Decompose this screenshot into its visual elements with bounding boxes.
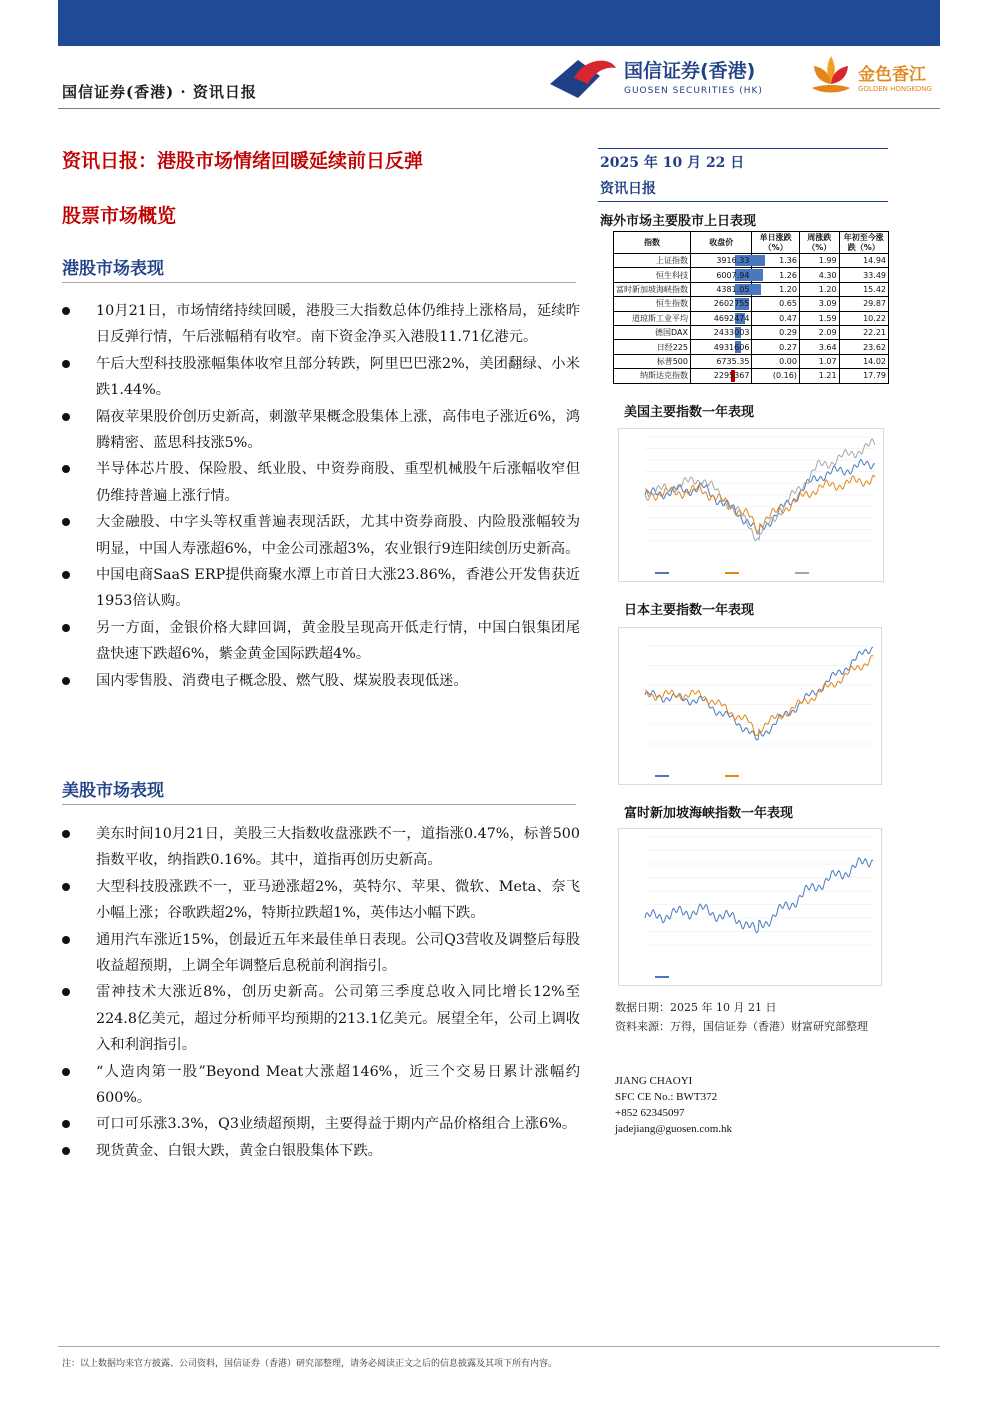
cell-ytd: 22.21 [839,325,888,339]
guosen-logo-cn: 国信证券(香港) [624,60,756,82]
analyst-contact [615,1073,732,1137]
bullet-dot-icon [62,624,70,632]
market-table-body [614,254,889,384]
cell-day: 0.29 [752,325,799,339]
cell-week: 3.64 [799,340,839,354]
hk-bullet-item [62,509,580,562]
chart-us-title: 美国主要指数一年表现 [624,405,755,420]
bullet-text: 隔夜苹果股价创历史新高，刺激苹果概念股集体上涨，高伟电子涨近6%，鸿腾精密、蓝思科技涨5%。 [96,408,580,452]
guosen-logo-en: GUOSEN SECURITIES (HK) [624,86,763,96]
hk-bullet-list [62,298,580,694]
cell-close [691,311,752,325]
col-header-week: 周涨跌（%） [799,232,839,254]
cell-ytd: 14.94 [839,254,888,268]
cell-ytd: 15.42 [839,282,888,296]
us-bullet-item [62,979,580,1058]
col-header-ytd: 年初至今涨跌（%） [839,232,888,254]
series-line-1 [645,656,873,736]
col-header-name: 指数 [614,232,691,254]
bullet-text: 现货黄金、白银大跌，黄金白银股集体下跌。 [96,1142,382,1159]
bullet-text: 半导体芯片股、保险股、纸业股、中资券商股、重型机械股午后涨幅收窄但仍维持普遍上涨行情。 [96,461,580,504]
bullet-dot-icon [62,883,70,891]
us-market-heading: 美股市场表现 [62,781,164,801]
us-bullet-item [62,927,580,980]
cell-ytd: 10.22 [839,311,888,325]
us-heading-underline [62,804,576,805]
cell-ytd: 14.02 [839,354,888,368]
bullet-text: 大金融股、中字头等权重普遍表现活跃，尤其中资券商股、内险股涨幅较为明显，中国人寿涨超6%，中金公司涨超3%，农业银行9连阳续创历史新高。 [96,514,580,557]
bullet-text: “人造肉第一股”Beyond Meat大涨超146%，近三个交易日累计涨幅约600%。 [96,1063,580,1107]
cell-ytd: 23.62 [839,340,888,354]
bullet-dot-icon [62,988,70,996]
cell-close [691,297,752,311]
bullet-text: 大型科技股涨跌不一，亚马逊涨超2%，英特尔、苹果、微软、Meta、奈飞小幅上涨；谷歌跌超2%，特斯拉跌超1%，英伟达小幅下跌。 [96,878,580,922]
cell-week: 1.21 [799,369,839,383]
golden-hongkong-cn: 金色香江 [858,65,926,85]
bullet-dot-icon [62,1147,70,1155]
hk-bullet-item [62,298,580,351]
hk-market-heading: 港股市场表现 [62,259,164,279]
cell-day: 1.36 [752,254,799,268]
report-date: 2025 年 10 月 22 日 [600,155,745,171]
hk-heading-underline [62,282,576,283]
line-chart-svg [619,429,883,581]
hk-bullet-item [62,404,580,457]
chart-us [618,428,884,582]
us-bullet-item [62,1059,580,1112]
hk-bullet-item [62,456,580,509]
hk-bullet-item [62,615,580,668]
bullet-text: 雷神技术大涨近8%，创历史新高。公司第三季度总收入同比增长12%至224.8亿美元，超过分析师平均预期的213.1亿美元。展望全年，公司上调收入和利润指引。 [96,984,580,1054]
close-value: 4931606 [713,342,750,352]
bullet-dot-icon [62,307,70,315]
close-value: 2295367 [713,371,750,381]
chart-jp-title: 日本主要指数一年表现 [624,603,755,618]
bullet-dot-icon [62,830,70,838]
cell-close [691,282,752,296]
market-table [613,231,889,384]
cell-index-name: 纳斯达克指数 [614,369,691,383]
close-value: 2433003 [713,328,750,338]
close-value: 6007.94 [716,270,750,280]
us-bullet-item [62,874,580,927]
cell-day: 1.26 [752,268,799,282]
cell-index-name: 道琼斯工业平均 [614,311,691,325]
bullet-dot-icon [62,936,70,944]
bullet-dot-icon [62,413,70,421]
footer-divider [58,1346,940,1347]
table-row [614,369,889,383]
cell-day: (0.16) [752,369,799,383]
report-type: 资讯日报 [600,181,656,197]
guosen-logo [548,54,788,100]
cell-close [691,254,752,268]
cell-week: 2.09 [799,325,839,339]
close-value: 4381.05 [716,284,750,294]
col-header-day: 单日涨跌（%） [752,232,799,254]
cell-index-name: 恒生科技 [614,268,691,282]
table-row [614,282,889,296]
bullet-text: 通用汽车涨近15%，创最近五年来最佳单日表现。公司Q3营收及调整后每股收益超预期，上调全年调整后息税前利润指引。 [96,931,580,975]
bullet-dot-icon [62,571,70,579]
bullet-text: 10月21日，市场情绪持续回暖，港股三大指数总体仍维持上涨格局，延续昨日反弹行情，午后涨幅稍有收窄。南下资金净买入港股11.71亿港元。 [96,303,580,346]
us-bullet-item [62,1138,580,1164]
bullet-text: 可口可乐涨3.3%，Q3业绩超预期，主要得益于期内产品价格组合上涨6%。 [96,1116,577,1133]
bullet-text: 另一方面，金银价格大肆回调，黄金股呈现高开低走行情，中国白银集团尾盘快速下跌超6%，紫金黄金国际跌超4%。 [96,619,580,663]
hk-bullet-item [62,351,580,404]
cell-index-name: 恒生指数 [614,297,691,311]
cell-ytd: 33.49 [839,268,888,282]
us-bullet-item [62,1111,580,1137]
close-value: 2602755 [713,299,750,309]
close-value: 6735.35 [716,356,750,366]
bullet-dot-icon [62,1120,70,1128]
analyst-email[interactable]: jadejiang@guosen.com.hk [615,1123,733,1135]
golden-hongkong-logo [806,52,942,102]
close-value: 4692474 [713,313,750,323]
cell-week: 1.59 [799,311,839,325]
golden-hongkong-mark-icon [806,52,856,102]
cell-index-name: 富时新加坡海峡指数 [614,282,691,296]
analyst-name: JIANG CHAOYI [615,1075,693,1087]
table-row [614,268,889,282]
bullet-dot-icon [62,518,70,526]
bullet-dot-icon [62,465,70,473]
series-line-0 [645,647,873,740]
col-header-close: 收盘价 [691,232,752,254]
bullet-text: 国内零售股、消费电子概念股、燃气股、煤炭股表现低迷。 [96,672,468,689]
table-row [614,354,889,368]
chart-sg-title: 富时新加坡海峡指数一年表现 [624,806,794,821]
table-row [614,325,889,339]
footer-note: 注：以上数据均来官方披露、公司资料，国信证券（香港）研究部整理，请务必阅读正文之后的信息披露及其项下所有内容。 [62,1359,558,1369]
table-row [614,311,889,325]
cell-index-name: 上证指数 [614,254,691,268]
sidebar-top-line [598,148,888,149]
series-line-1 [645,475,875,531]
bullet-dot-icon [62,1068,70,1076]
chart-sg [618,828,882,986]
cell-index-name: 标普500 [614,354,691,368]
series-line-0 [645,858,873,933]
cell-ytd: 17.79 [839,369,888,383]
bullet-text: 美东时间10月21日，美股三大指数收盘涨跌不一，道指涨0.47%，标普500指数平收，纳指跌0.16%。其中，道指再创历史新高。 [96,826,580,869]
cell-week: 1.20 [799,282,839,296]
table-row [614,254,889,268]
bullet-text: 午后大型科技股涨幅集体收窄且部分转跌，阿里巴巴涨2%，美团翻绿、小米跌1.44%。 [96,355,580,399]
golden-hongkong-en: GOLDEN HONGKONG [858,85,932,93]
cell-ytd: 29.87 [839,297,888,311]
cell-week: 3.09 [799,297,839,311]
analyst-phone: +852 62345097 [615,1107,685,1119]
market-table-header [614,232,889,254]
data-date: 数据日期：2025 年 10 月 21 日 [615,1001,777,1014]
breadcrumb: 国信证券(香港) · 资讯日报 [62,83,257,101]
cell-day: 0.65 [752,297,799,311]
cell-close [691,369,752,383]
cell-day: 1.20 [752,282,799,296]
cell-day: 0.00 [752,354,799,368]
cell-index-name: 日经225 [614,340,691,354]
cell-close [691,325,752,339]
bullet-text: 中国电商SaaS ERP提供商聚水潭上市首日大涨23.86%，香港公开发售获近1953倍认购。 [96,567,580,610]
page-title: 资讯日报：港股市场情绪回暖延续前日反弹 [62,150,424,172]
cell-index-name: 德国DAX [614,325,691,339]
cell-close [691,340,752,354]
table-row [614,297,889,311]
us-bullet-item [62,821,580,874]
header-divider [58,108,940,109]
hk-bullet-item [62,562,580,615]
market-table-title: 海外市场主要股市上日表现 [600,214,757,229]
cell-week: 1.99 [799,254,839,268]
cell-day: 0.27 [752,340,799,354]
guosen-logo-mark-icon [548,54,618,100]
cell-week: 1.07 [799,354,839,368]
cell-close [691,268,752,282]
line-chart-svg [619,628,881,784]
us-bullet-list [62,821,580,1164]
line-chart-svg [619,829,881,985]
table-row [614,340,889,354]
chart-jp [618,627,882,785]
sidebar-divider [598,201,888,202]
bullet-dot-icon [62,360,70,368]
cell-close [691,354,752,368]
analyst-sfc: SFC CE No.: BWT372 [615,1091,718,1103]
bullet-dot-icon [62,677,70,685]
cell-day: 0.47 [752,311,799,325]
data-source: 资料来源：万得，国信证券（香港）财富研究部整理 [615,1020,868,1033]
hk-bullet-item [62,668,580,694]
section-title: 股票市场概览 [62,205,177,227]
top-banner [58,0,940,46]
close-value: 3916.33 [716,256,750,266]
cell-week: 4.30 [799,268,839,282]
